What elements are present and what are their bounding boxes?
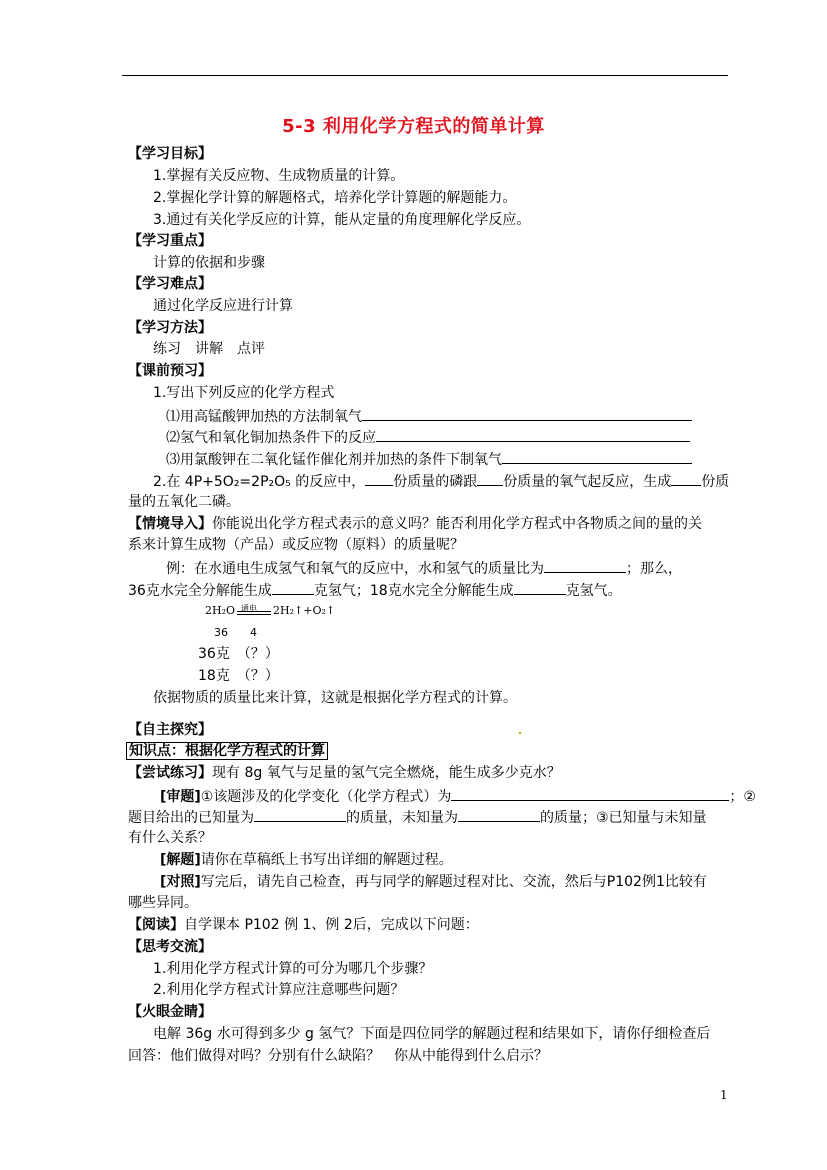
answer-blank[interactable] xyxy=(451,785,729,801)
answer-blank[interactable] xyxy=(477,470,503,486)
objective-item: 3.通过有关化学反应的计算，能从定量的角度理解化学反应。 xyxy=(153,212,531,228)
discuss-item: 1.利用化学方程式计算的可分为哪几个步骤？ xyxy=(153,961,433,977)
reading-line: 【阅读】自学课本 P102 例 1、例 2后，完成以下问题： xyxy=(128,917,479,933)
equation: 2H₂O 通电 2H₂↑+O₂↑ xyxy=(205,604,336,617)
answer-blank[interactable] xyxy=(376,426,690,442)
check-line-cont: 哪些异同。 xyxy=(128,895,198,911)
header-rule xyxy=(122,75,728,76)
preview-q1: 1.写出下列反应的化学方程式 xyxy=(153,385,335,401)
intro-line1: 【情境导入】你能说出化学方程式表示的意义吗？能否利用化学方程式中各物质之间的量的关 xyxy=(128,516,702,532)
intro-example: 例：在水通电生成氢气和氧气的反应中，水和氢气的质量比为 ；那么， xyxy=(166,557,682,579)
answer-blank[interactable] xyxy=(272,579,314,595)
answer-blank[interactable] xyxy=(365,470,393,486)
explore-heading: 【自主探究】 xyxy=(128,722,212,738)
difficulties-heading: 【学习难点】 xyxy=(128,276,212,292)
methods-text: 练习 讲解 点评 xyxy=(153,341,265,357)
preview-sub1: ⑴用高锰酸钾加热的方法制氧气 xyxy=(166,405,692,427)
check-line: [对照]写完后，请先自己检查，再与同学的解题过程对比、交流，然后与P102例1比较有 xyxy=(160,874,707,890)
objective-item: 2.掌握化学计算的解题格式，培养化学计算题的解题能力。 xyxy=(153,190,517,206)
discuss-heading: 【思考交流】 xyxy=(128,939,212,955)
intro-conclusion: 依据物质的质量比来计算，这就是根据化学方程式的计算。 xyxy=(153,690,517,706)
answer-blank[interactable] xyxy=(544,557,626,573)
preview-sub2: ⑵氢气和氧化铜加热条件下的反应 xyxy=(166,426,690,448)
solve-line: [解题]请你在草稿纸上书写出详细的解题过程。 xyxy=(160,852,453,868)
objectives-heading: 【学习目标】 xyxy=(128,146,212,162)
answer-blank[interactable] xyxy=(458,806,540,822)
answer-blank[interactable] xyxy=(254,806,346,822)
review-line2: 题目给出的已知量为 的质量，未知量为 的质量；③已知量与未知量 xyxy=(128,806,707,828)
intro-example-cont: 36克水完全分解能生成 克氢气；18克水完全分解能生成 克氢气。 xyxy=(128,579,622,601)
objective-item: 1.掌握有关反应物、生成物质量的计算。 xyxy=(153,168,405,184)
knowledge-point: 知识点：根据化学方程式的计算 xyxy=(126,741,328,761)
preview-sub3: ⑶用氯酸钾在二氧化锰作催化剂并加热的条件下制氧气 xyxy=(166,448,692,470)
decorative-dot xyxy=(519,732,521,734)
review-line1: [审题]①该题涉及的化学变化（化学方程式）为 ；② xyxy=(160,785,756,807)
eyes-line1: 电解 36g 水可得到多少 g 氢气？下面是四位同学的解题过程和结果如下，请你仔细检查后 xyxy=(153,1026,711,1042)
equation-arrow: 通电 xyxy=(237,606,271,616)
answer-blank[interactable] xyxy=(671,470,701,486)
key-points-heading: 【学习重点】 xyxy=(128,233,212,249)
try-exercise: 【尝试练习】现有 8g 氧气与足量的氢气完全燃烧，能生成多少克水？ xyxy=(128,765,561,781)
difficulties-text: 通过化学反应进行计算 xyxy=(153,298,293,314)
ratio-row: 18克 （？） xyxy=(198,668,279,684)
page-title: 5-3 利用化学方程式的简单计算 xyxy=(282,116,545,137)
answer-blank[interactable] xyxy=(514,579,566,595)
ratio-row: 36克 （？） xyxy=(198,646,279,662)
eyes-line2: 回答：他们做得对吗？分别有什么缺陷？ 你从中能得到什么启示？ xyxy=(128,1048,548,1064)
preview-heading: 【课前预习】 xyxy=(128,363,212,379)
methods-heading: 【学习方法】 xyxy=(128,320,212,336)
review-line3: 有什么关系？ xyxy=(128,830,212,846)
discuss-item: 2.利用化学方程式计算应注意哪些问题？ xyxy=(153,982,405,998)
key-points-text: 计算的依据和步骤 xyxy=(153,255,265,271)
answer-blank[interactable] xyxy=(362,405,692,421)
mass-ratio: 36 4 xyxy=(214,626,257,639)
intro-line2: 系来计算生成物（产品）或反应物（原料）的质量呢？ xyxy=(128,537,464,553)
preview-q2-cont: 量的五氧化二磷。 xyxy=(128,494,240,510)
page-number: 1 xyxy=(720,1088,728,1102)
preview-q2: 2.在 4P+5O₂=2P₂O₅ 的反应中， 份质量的磷跟 份质量的氧气起反应，生成 份质 xyxy=(153,470,729,492)
answer-blank[interactable] xyxy=(502,448,692,464)
eyes-heading: 【火眼金睛】 xyxy=(128,1004,212,1020)
